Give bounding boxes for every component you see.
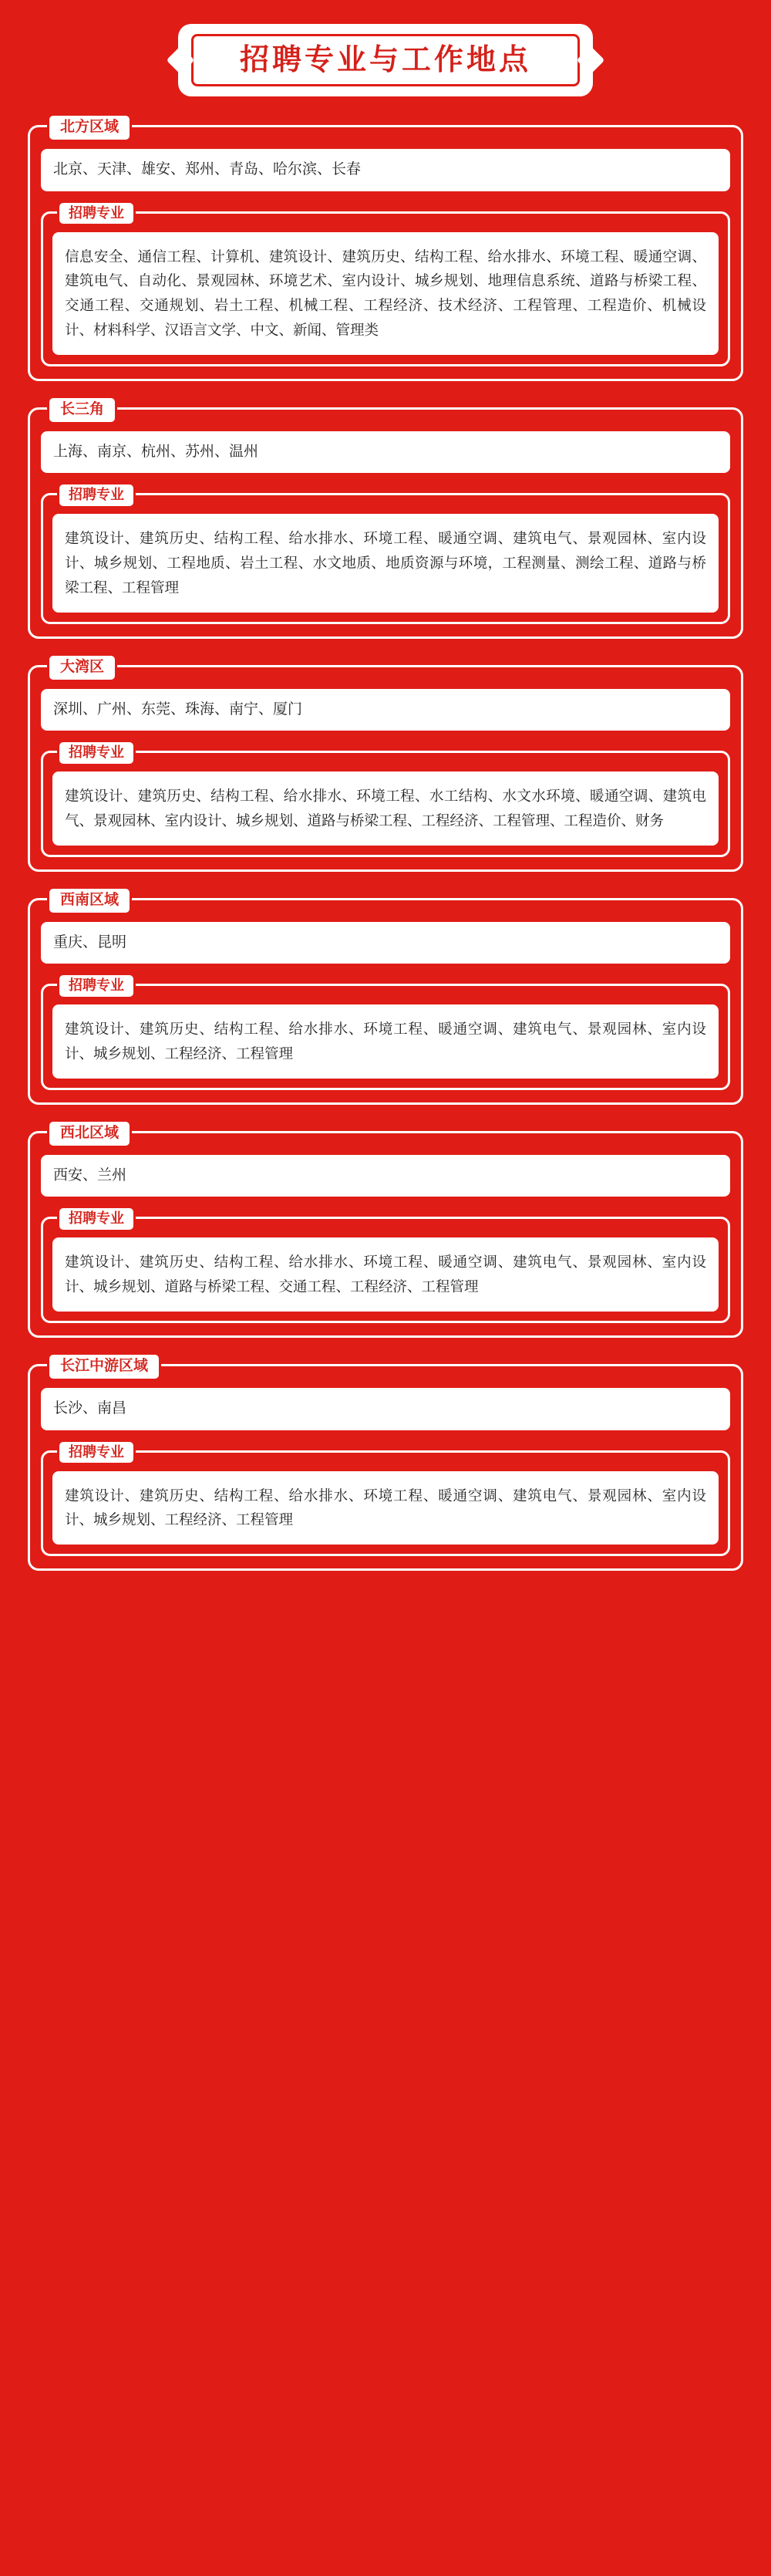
region-name-tag: 长江中游区域 (47, 1352, 161, 1381)
region-majors-section (41, 977, 730, 1090)
region-block-southwest (28, 891, 743, 1105)
region-majors: 建筑设计、建筑历史、结构工程、给水排水、环境工程、暖通空调、建筑电气、景观园林、室内设计、城乡规划、工程地质、岩土工程、水文地质、地质资源与环境，工程测量、测绘工程、道路与桥梁工程、工程管理 (52, 514, 719, 612)
region-cities: 深圳、广州、东莞、珠海、南宁、厦门 (41, 689, 730, 731)
majors-label-tag: 招聘专业 (57, 973, 136, 999)
region-majors-section (41, 744, 730, 857)
region-majors: 信息安全、通信工程、计算机、建筑设计、建筑历史、结构工程、给水排水、环境工程、暖通空调、建筑电气、自动化、景观园林、环境艺术、室内设计、城乡规划、地理信息系统、道路与桥梁工程、交通工程、交通规划、岩土工程、机械工程、工程经济、技术经济、工程管理、工程造价、机械设计、材料科学、汉语言文学、中文、新闻、管理类 (52, 232, 719, 355)
title-banner-inner (191, 34, 580, 86)
region-cities: 上海、南京、杭州、苏州、温州 (41, 431, 730, 474)
region-name-tag: 西北区域 (47, 1119, 132, 1148)
region-name-tag: 北方区域 (47, 113, 132, 142)
majors-label-tag: 招聘专业 (57, 482, 136, 508)
title-banner (180, 26, 591, 94)
region-name-tag: 长三角 (47, 396, 117, 424)
regions-list (0, 119, 771, 1571)
majors-label-tag: 招聘专业 (57, 1440, 136, 1466)
majors-label-tag: 招聘专业 (57, 740, 136, 766)
title-banner-wrap (0, 26, 771, 94)
page-title: 招聘专业与工作地点 (239, 44, 531, 76)
region-majors-section (41, 1210, 730, 1323)
region-majors: 建筑设计、建筑历史、结构工程、给水排水、环境工程、暖通空调、建筑电气、景观园林、室内设计、城乡规划、道路与桥梁工程、交通工程、工程经济、工程管理 (52, 1237, 719, 1312)
region-block-northwest (28, 1124, 743, 1338)
region-block-north (28, 119, 743, 381)
region-majors-section (41, 204, 730, 366)
region-block-greater-bay-area (28, 658, 743, 872)
majors-label-tag: 招聘专业 (57, 201, 136, 227)
region-name-tag: 大湾区 (47, 653, 117, 682)
region-cities: 北京、天津、雄安、郑州、青岛、哈尔滨、长春 (41, 149, 730, 191)
region-block-middle-yangtze (28, 1358, 743, 1571)
region-cities: 西安、兰州 (41, 1155, 730, 1197)
region-majors-section (41, 487, 730, 623)
region-majors: 建筑设计、建筑历史、结构工程、给水排水、环境工程、暖通空调、建筑电气、景观园林、室内设计、城乡规划、工程经济、工程管理 (52, 1471, 719, 1545)
region-majors: 建筑设计、建筑历史、结构工程、给水排水、环境工程、水工结构、水文水环境、暖通空调、建筑电气、景观园林、室内设计、城乡规划、道路与桥梁工程、工程经济、工程管理、工程造价、财务 (52, 771, 719, 846)
majors-label-tag: 招聘专业 (57, 1206, 136, 1232)
region-majors-section (41, 1443, 730, 1557)
region-block-yangtze-delta (28, 400, 743, 639)
region-name-tag: 西南区域 (47, 886, 132, 915)
region-cities: 重庆、昆明 (41, 922, 730, 964)
region-cities: 长沙、南昌 (41, 1388, 730, 1430)
region-majors: 建筑设计、建筑历史、结构工程、给水排水、环境工程、暖通空调、建筑电气、景观园林、室内设计、城乡规划、工程经济、工程管理 (52, 1004, 719, 1079)
